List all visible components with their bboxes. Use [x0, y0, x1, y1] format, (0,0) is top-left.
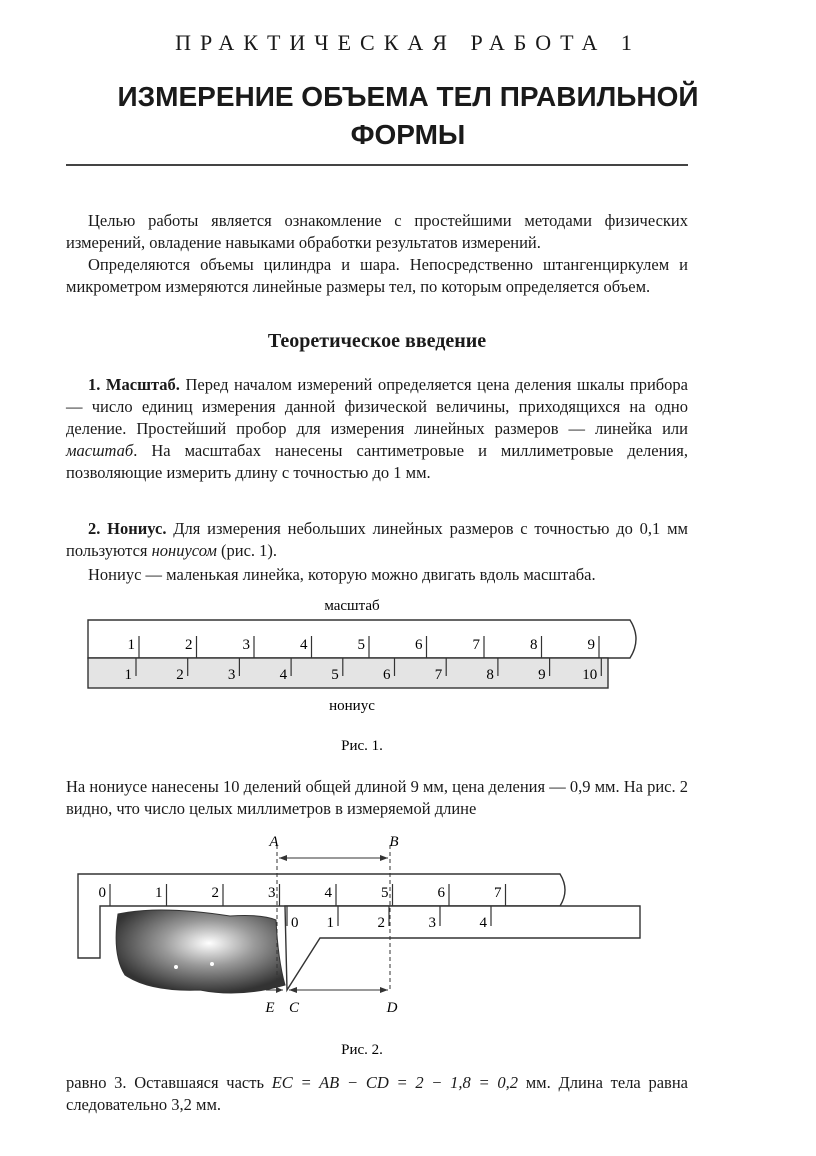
- fig1-vernier-tick-label: 2: [176, 667, 184, 683]
- fig1-vernier-tick-label: 7: [434, 667, 443, 683]
- fig1-vernier-tick-label: 3: [227, 667, 236, 683]
- fig2-scale-tick-label: 0: [98, 885, 106, 901]
- fig2-caption: Рис. 2.: [341, 1042, 383, 1058]
- fig2-arrowhead-e: [276, 987, 283, 993]
- fig1-label-scale: масштаб: [324, 598, 380, 614]
- running-title: ПРАКТИЧЕСКАЯ РАБОТА 1: [175, 30, 641, 55]
- item2-text-b: (рис. 1).: [216, 541, 278, 560]
- fig2-vernier-tick-label: 2: [377, 915, 385, 931]
- fig1-vernier-tick-label: 9: [538, 667, 546, 683]
- fig1-vernier-tick-label: 10: [582, 667, 598, 683]
- fig2-label-a: A: [269, 834, 279, 850]
- final-formula: EC = AB − CD = 2 − 1,8 = 0,2: [271, 1073, 518, 1092]
- section-heading: Теоретическое введение: [267, 330, 487, 352]
- fig2-scale-tick-label: 2: [211, 885, 219, 901]
- fig1-vernier-tick-label: 8: [486, 667, 494, 683]
- final-text-a: равно 3. Оставшаяся часть: [66, 1073, 272, 1092]
- fig2-label-b: B: [389, 834, 399, 850]
- fig1-scale-tick-label: 6: [415, 637, 423, 653]
- fig2-scale-tick-label: 5: [381, 885, 389, 901]
- title-line-1: ИЗМЕРЕНИЕ ОБЪЕМА ТЕЛ ПРАВИЛЬНОЙ: [117, 81, 699, 112]
- final-paragraph: [66, 1072, 688, 1116]
- intro-paragraph-2: Определяются объемы цилиндра и шара. Непосредственно штангенциркулем и микрометром измеряются линейные размеры тел, по которым определяется объем.: [66, 255, 688, 296]
- fig2-label-d: D: [386, 1000, 398, 1016]
- item1-italic: масштаб: [66, 441, 134, 460]
- fig1-scale-tick-label: 7: [472, 637, 480, 653]
- fig1-vernier-tick-label: 5: [331, 667, 339, 683]
- fig1-scale-tick-label: 2: [185, 637, 193, 653]
- item1-text-b: . На масштабах нанесены сантиметровые и миллиметровые деления, позволяющие измерить длину с точностью до 1 мм.: [66, 441, 688, 482]
- item1-text-a: Перед началом измерений определяется цена деления шкалы прибора — число единиц измерения данной физической величины, приходящихся на одно деление. Простейший пробор для измерения линейных размеров — линейка или: [66, 375, 688, 438]
- fig2-label-c: C: [288, 1000, 300, 1016]
- fig2-label-e: E: [265, 1000, 275, 1016]
- fig2-scale-tick-label: 4: [324, 885, 332, 901]
- fig1-vernier-tick-label: 1: [124, 667, 132, 683]
- fig2-scale-tick-label: 3: [268, 885, 276, 901]
- fig2-body-highlight-1: [174, 965, 178, 969]
- fig2-scale-tick-label: 1: [155, 885, 163, 901]
- fig1-scale-tick-label: 9: [587, 637, 595, 653]
- fig1-scale-tick-label: 3: [242, 637, 250, 653]
- fig1-caption: Рис. 1.: [341, 738, 383, 754]
- fig1-scale-tick-label: 5: [357, 637, 365, 653]
- fig2-body-highlight-2: [210, 962, 214, 966]
- item2-text-a: Для измерения небольших линейных размеров с точностью до 0,1 мм пользуются: [66, 519, 688, 560]
- fig1-label-vernier: нониус: [329, 698, 375, 714]
- fig1-vernier-tick-label: 4: [279, 667, 288, 683]
- fig1-scale-tick-label: 4: [300, 637, 308, 653]
- fig2-scale-tick-label: 7: [494, 885, 502, 901]
- intro-paragraph-1: Целью работы является ознакомление с простейшими методами физических измерений, овладение навыками обработки результатов измерений.: [66, 211, 688, 252]
- fig2-vernier-tick-label: 0: [291, 915, 299, 931]
- fig1-vernier-tick-label: 6: [383, 667, 391, 683]
- item1-lead: 1. Масштаб.: [88, 375, 180, 394]
- fig1-scale-tick-label: 8: [530, 637, 538, 653]
- fig2-vernier-tick-label: 3: [428, 915, 436, 931]
- fig2-scale-tick-label: 6: [437, 885, 445, 901]
- item2-paragraph-2: Нониус — маленькая линейка, которую можно двигать вдоль масштаба.: [88, 565, 596, 584]
- title-line-2: ФОРМЫ: [350, 119, 466, 150]
- fig2-measured-body: [116, 910, 285, 993]
- final-text-b: мм. Длина тела равна следовательно 3,2 мм.: [66, 1073, 688, 1114]
- item2-italic: нониусом: [151, 541, 217, 560]
- paragraph-3: На нониусе нанесены 10 делений общей длиной 9 мм, цена деления — 0,9 мм. На рис. 2 видно, что число целых миллиметров в измеряемой длине: [66, 777, 688, 818]
- fig2-vernier-tick-label: 1: [326, 915, 334, 931]
- fig2-vernier-tick-label: 4: [479, 915, 487, 931]
- item2-lead: 2. Нониус.: [88, 519, 167, 538]
- fig1-scale-tick-label: 1: [127, 637, 135, 653]
